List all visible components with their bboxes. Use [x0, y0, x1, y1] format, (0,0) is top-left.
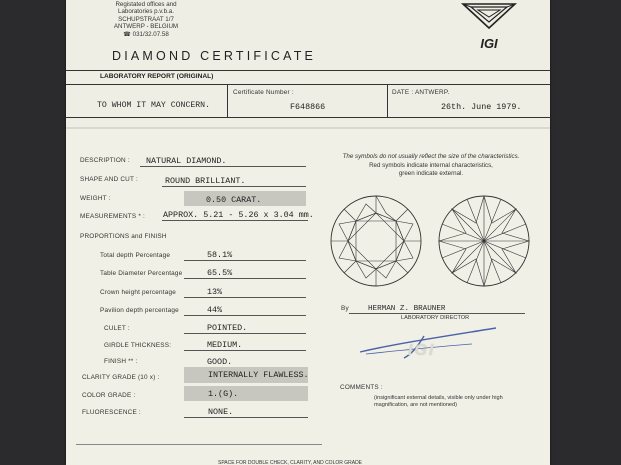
- symbols-note: [336, 153, 526, 179]
- crown-label: Crown height percentage: [100, 289, 177, 296]
- vrule-2: [387, 84, 388, 117]
- by-label: By: [341, 305, 349, 312]
- certificate-document: [66, 0, 550, 465]
- table-underline: [184, 278, 306, 279]
- address-line-4: ANTWERP - BELGIUM: [113, 23, 179, 31]
- depth-label: Total depth Percentage: [100, 252, 171, 259]
- rule-2: [66, 84, 550, 85]
- table-label: Table Diameter Percentage: [100, 270, 183, 277]
- company-logo: [459, 0, 519, 52]
- bottom-line: [76, 444, 322, 445]
- certificate-number-label: Certificate Number :: [233, 89, 294, 96]
- vrule-1: [227, 84, 228, 117]
- color-shade: [184, 386, 308, 401]
- weight-label: WEIGHT :: [80, 195, 111, 202]
- comments-note-line-1: (insignificant external details, visible only under high: [374, 395, 503, 401]
- report-header: LABORATORY REPORT (ORIGINAL): [100, 73, 214, 80]
- logo-text: IGI: [480, 36, 498, 51]
- shape-value: ROUND BRILLIANT.: [165, 176, 246, 186]
- description-label: DESCRIPTION :: [80, 157, 130, 164]
- girdle-label: GIRDLE THICKNESS:: [104, 342, 172, 349]
- culet-underline: [184, 333, 306, 334]
- address-line-1: Registated offices and: [115, 1, 177, 8]
- measurements-value: APPROX. 5.21 - 5.26 x 3.04 mm.: [163, 210, 314, 220]
- weight-value: 0.50 CARAT.: [206, 195, 262, 205]
- pavilion-label: Pavilion depth percentage: [100, 307, 179, 314]
- footer-text: SPACE FOR DOUBLE CHECK, CLARITY, AND COLOR GRADE: [218, 460, 363, 465]
- color-label: COLOR GRADE :: [82, 392, 136, 399]
- crown-view-diagram-icon: [328, 193, 424, 289]
- pavilion-view-diagram-icon: [436, 193, 532, 289]
- symbols-note-line-1: The symbols do not usually reflect the size of the characteristics.: [342, 153, 520, 160]
- pavilion-value: 44%: [207, 305, 223, 315]
- signer-name: HERMAN Z. BRAUNER: [368, 305, 446, 313]
- company-address: [96, 1, 196, 38]
- address-line-2: Laboratories p.v.b.a.: [118, 8, 174, 16]
- shape-underline: [162, 186, 306, 187]
- measurements-underline: [162, 220, 308, 221]
- proportions-label: PROPORTIONS and FINISH: [80, 233, 167, 240]
- finish-value: GOOD.: [207, 357, 233, 367]
- diamond-logo-icon: [459, 0, 519, 52]
- phone-line: [96, 31, 196, 38]
- culet-label: CULET :: [104, 325, 130, 332]
- color-value: 1.(G).: [208, 389, 239, 399]
- table-value: 65.5%: [207, 268, 233, 278]
- phone-number: 031/32.07.58: [132, 30, 169, 38]
- description-value: NATURAL DIAMOND.: [146, 156, 227, 166]
- crown-value: 13%: [207, 287, 223, 297]
- signature-underline: [349, 313, 525, 314]
- addressee: TO WHOM IT MAY CONCERN.: [97, 101, 211, 110]
- girdle-underline: [184, 350, 306, 351]
- shape-label: SHAPE AND CUT :: [80, 176, 138, 183]
- rule-1: [66, 70, 550, 71]
- clarity-label: CLARITY GRADE (10 x) :: [82, 374, 160, 381]
- date-value: 26th. June 1979.: [441, 102, 522, 112]
- culet-value: POINTED.: [207, 323, 248, 333]
- fluorescence-underline: [184, 417, 308, 418]
- fluorescence-label: FLUORESCENCE :: [82, 409, 141, 416]
- phone-icon: ☎: [123, 30, 131, 38]
- crown-underline: [184, 297, 306, 298]
- certificate-number-value: F648866: [290, 102, 326, 112]
- symbols-note-line-3: green indicate external.: [398, 170, 464, 178]
- comments-label: COMMENTS :: [340, 384, 383, 391]
- signer-role: LABORATORY DIRECTOR: [401, 315, 470, 321]
- address-line-3: SCHUPSTRAAT 1/7: [118, 15, 174, 23]
- document-title: DIAMOND CERTIFICATE: [112, 49, 317, 63]
- rule-3: [66, 117, 550, 118]
- description-underline: [140, 166, 306, 167]
- clarity-value: INTERNALLY FLAWLESS.: [208, 370, 309, 380]
- date-label: DATE : ANTWERP.: [392, 89, 450, 96]
- comments-note-line-2: magnification, are not mentioned): [374, 402, 458, 408]
- symbols-note-line-2: Red symbols indicate internal characteristics,: [369, 161, 493, 169]
- measurements-label: MEASUREMENTS * :: [80, 213, 145, 220]
- fold-crease: [66, 127, 550, 129]
- comments-note: [374, 395, 503, 409]
- depth-value: 58.1%: [207, 250, 233, 260]
- finish-label: FINISH ** :: [104, 358, 138, 365]
- girdle-value: MEDIUM.: [207, 340, 243, 350]
- embossed-stamp: IGI: [408, 342, 436, 359]
- fluorescence-value: NONE.: [208, 407, 234, 417]
- depth-underline: [184, 260, 306, 261]
- pavilion-underline: [184, 315, 306, 316]
